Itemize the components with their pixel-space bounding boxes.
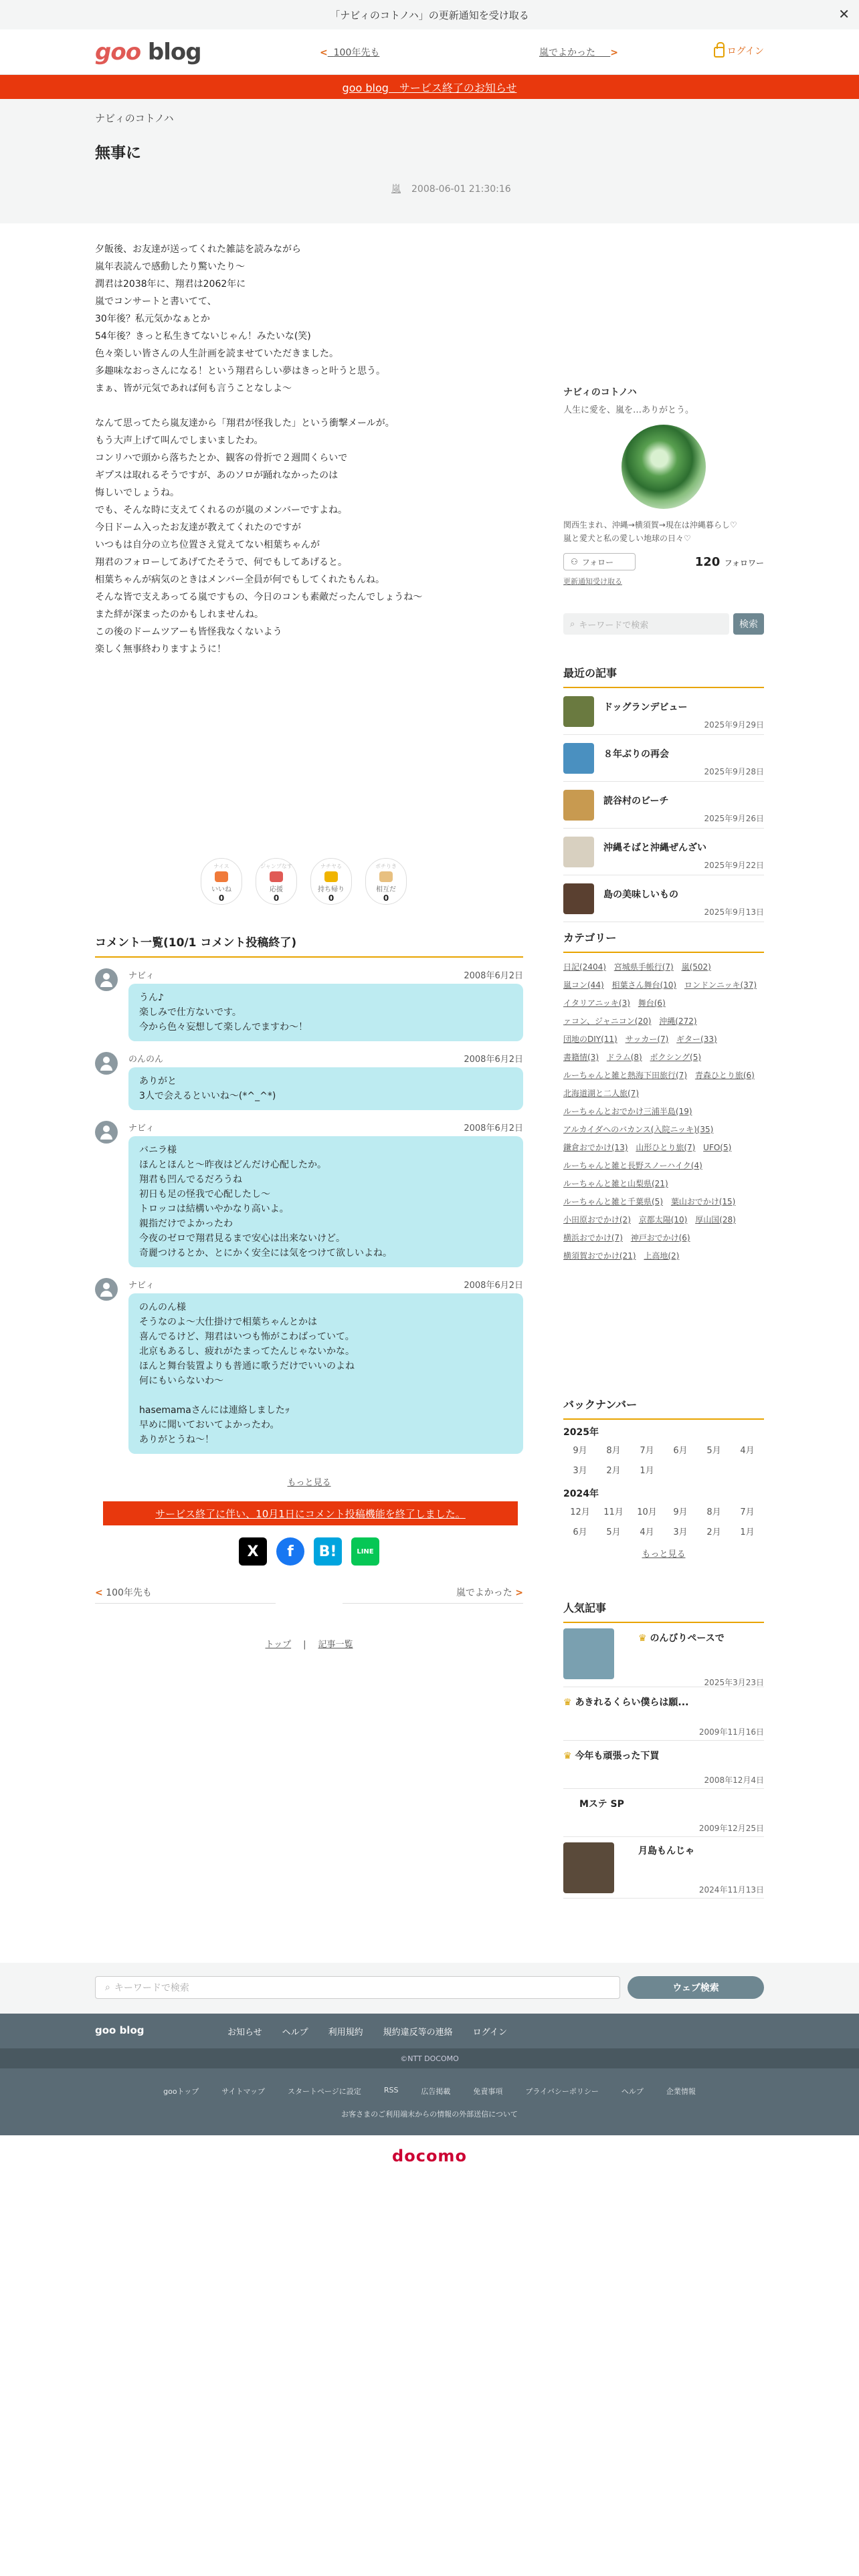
popular-post-title-text[interactable]: 月島もんじゃ bbox=[638, 1846, 694, 1856]
post-datetime: 2008-06-01 21:30:16 bbox=[411, 184, 511, 195]
footer-nav-link[interactable]: ログイン bbox=[472, 2028, 508, 2038]
category-link[interactable]: UFO(5) bbox=[703, 1143, 732, 1152]
category-link[interactable]: 北海道湖と二人旅(7) bbox=[563, 1089, 639, 1098]
comment-body: ありがと 3人で会えるといいね〜(*^_^*) bbox=[128, 1067, 523, 1110]
category-link[interactable]: サッカー(7) bbox=[625, 1035, 669, 1044]
popular-post-thumbnail[interactable] bbox=[563, 1628, 614, 1679]
reaction-count: 0 bbox=[273, 893, 280, 903]
recent-post-item[interactable] bbox=[563, 875, 764, 922]
popular-post-date: 2008年12月4日 bbox=[704, 1776, 764, 1785]
post-category[interactable]: 嵐 bbox=[391, 184, 401, 195]
bottom-search-bar bbox=[0, 1963, 859, 2014]
comment-item bbox=[95, 1121, 523, 1267]
comment-body: バニラ様 ほんとほんと〜昨夜はどんだけ心配したか。 翔君も凹んでるだろうね 初日も足の怪我で心配したし〜 トロッコは結構いやかなり高いよ。 親指だけでよかったわ 今夜のゼロで翔君見るまで安心は出来ないけど。 奇麗つけるとか、とにかく安全には気をつけて欲しいよね。 bbox=[128, 1136, 523, 1267]
backnumber-months bbox=[563, 1503, 764, 1543]
close-icon[interactable]: ✕ bbox=[838, 6, 850, 22]
backnumber-month-link[interactable]: 4月 bbox=[640, 1527, 654, 1537]
reaction-top-label: ナイス bbox=[213, 863, 229, 869]
popular-post-title[interactable] bbox=[638, 1631, 725, 1644]
post-title: 無事に bbox=[95, 144, 141, 162]
pager-next[interactable]: 嵐でよかった > bbox=[343, 1582, 523, 1604]
comment-date: 2008年6月2日 bbox=[464, 1281, 523, 1291]
profile-avatar[interactable] bbox=[622, 425, 706, 509]
category-link[interactable]: ギター(33) bbox=[676, 1035, 717, 1044]
category-link[interactable]: 神戸おでかけ(6) bbox=[630, 1233, 690, 1243]
chevron-right-icon: > bbox=[610, 47, 618, 58]
reaction-top-label: ポチりき bbox=[375, 863, 397, 869]
footer-link[interactable]: 免責事項 bbox=[473, 2087, 503, 2096]
popular-post-item[interactable] bbox=[563, 1623, 764, 1687]
chevron-right-icon: > bbox=[515, 1588, 523, 1598]
category-link[interactable]: ルーちゃんと雑と熱海下田旅行(7) bbox=[563, 1071, 687, 1080]
next-post-link[interactable]: 嵐でよかった > bbox=[539, 47, 618, 58]
comment-body: うん♪ 楽しみで仕方ないです。 今から色々妄想して楽しんでますわ〜！ bbox=[128, 984, 523, 1041]
web-search-button[interactable]: ウェブ検索 bbox=[628, 1976, 764, 1999]
chevron-left-icon: < bbox=[320, 47, 328, 58]
sidebar-search bbox=[563, 613, 764, 635]
category-link[interactable]: イタリアニッキ(3) bbox=[563, 998, 630, 1008]
recent-post-title[interactable]: ８年ぶりの再会 bbox=[603, 749, 669, 760]
post-title-area bbox=[0, 99, 859, 223]
backnumber-month-link[interactable]: 2月 bbox=[606, 1466, 621, 1476]
post-pager bbox=[95, 1582, 523, 1604]
recent-post-item[interactable] bbox=[563, 782, 764, 829]
comment-item bbox=[95, 1278, 523, 1454]
recent-post-item[interactable] bbox=[563, 688, 764, 735]
docomo-logo[interactable]: docomo bbox=[392, 2147, 467, 2165]
backnumber-month-link[interactable]: 8月 bbox=[706, 1507, 721, 1517]
comments-heading: コメント一覧(10/1 コメント投稿終了) bbox=[95, 933, 523, 958]
backnumber-month-link[interactable]: 4月 bbox=[740, 1446, 755, 1456]
popular-post-item[interactable] bbox=[563, 1687, 764, 1741]
backnumber-month-link[interactable]: 11月 bbox=[603, 1507, 624, 1517]
reaction-label: 応援 bbox=[270, 886, 283, 893]
category-link[interactable]: 嵐(502) bbox=[681, 962, 711, 972]
backnumber-month-link[interactable]: 1月 bbox=[640, 1466, 654, 1476]
site-footer bbox=[0, 2014, 859, 2048]
popular-post-date: 2024年11月13日 bbox=[698, 1885, 764, 1895]
recent-posts-title: 最近の記事 bbox=[563, 665, 764, 688]
comment-date: 2008年6月2日 bbox=[464, 1123, 523, 1134]
search-icon: ⌕ bbox=[570, 619, 575, 629]
comment-meta bbox=[128, 1278, 523, 1291]
category-link[interactable]: ルーちゃんと雑と山梨県(21) bbox=[563, 1179, 668, 1188]
article-list-link[interactable]: 記事一覧 bbox=[318, 1640, 353, 1650]
category-link[interactable]: 小田原おでかけ(2) bbox=[563, 1215, 631, 1224]
comment-date: 2008年6月2日 bbox=[464, 971, 523, 981]
recent-posts-widget bbox=[563, 665, 764, 922]
update-notice-bar[interactable] bbox=[0, 0, 859, 29]
backnumber-month-link[interactable]: 5月 bbox=[706, 1446, 721, 1456]
follower-count: 120 フォロワー bbox=[694, 554, 764, 569]
blog-name[interactable]: ナビィのコトノハ bbox=[95, 112, 174, 124]
popular-post-title[interactable] bbox=[563, 1695, 688, 1709]
crown-icon: ♛ bbox=[563, 1697, 575, 1708]
popular-post-title-text[interactable]: あきれるくらい僕らは願... bbox=[575, 1697, 689, 1708]
footer-link[interactable]: ヘルプ bbox=[621, 2087, 644, 2096]
post-foot-links: トップ | 記事一覧 bbox=[265, 1640, 353, 1650]
category-link[interactable]: ァコン、ジャニコン(20) bbox=[563, 1016, 652, 1026]
comment-item bbox=[95, 1052, 523, 1110]
popular-post-thumbnail[interactable] bbox=[563, 1842, 614, 1893]
backnumber-month-link[interactable]: 9月 bbox=[573, 1446, 587, 1456]
backnumber-month-link[interactable]: 6月 bbox=[673, 1446, 688, 1456]
recent-post-title[interactable]: ドッグランデビュー bbox=[603, 702, 688, 713]
backnumber-month-link[interactable]: 8月 bbox=[606, 1446, 621, 1456]
popular-post-title[interactable] bbox=[579, 1797, 624, 1810]
copyright: ©NTT DOCOMO bbox=[0, 2048, 859, 2068]
reaction-buttons bbox=[201, 858, 407, 905]
chevron-left-icon: < bbox=[95, 1588, 103, 1598]
category-link[interactable]: 嵐コン(44) bbox=[563, 980, 604, 990]
popular-post-title[interactable] bbox=[563, 1749, 659, 1762]
backnumber-more-link[interactable]: もっと見る bbox=[642, 1549, 686, 1560]
reaction-button[interactable] bbox=[256, 858, 297, 905]
popular-posts-title: 人気記事 bbox=[563, 1600, 764, 1623]
crown-icon: ♛ bbox=[563, 1751, 575, 1761]
avatar bbox=[95, 1052, 118, 1075]
popular-post-date: 2009年12月25日 bbox=[698, 1824, 764, 1833]
category-link[interactable]: 宮城県手帳行(7) bbox=[613, 962, 674, 972]
category-link[interactable]: 書籍情(3) bbox=[563, 1053, 599, 1062]
popular-post-title-text[interactable]: Mステ SP bbox=[579, 1799, 624, 1810]
avatar bbox=[95, 1278, 118, 1301]
x-icon[interactable]: X bbox=[239, 1537, 267, 1566]
footer-links-area bbox=[0, 2068, 859, 2135]
facebook-icon[interactable]: f bbox=[276, 1537, 304, 1566]
comment-meta bbox=[128, 1052, 523, 1065]
category-link[interactable]: 青森ひとり旅(6) bbox=[694, 1071, 755, 1080]
comment-item bbox=[95, 968, 523, 1041]
category-link[interactable]: 舞台(6) bbox=[638, 998, 666, 1008]
reaction-count: 0 bbox=[383, 893, 389, 903]
recent-post-title[interactable]: 読谷村のビーチ bbox=[603, 796, 669, 807]
recent-post-date: 2025年9月13日 bbox=[704, 907, 764, 917]
service-end-notice[interactable]: goo blog サービス終了のお知らせ bbox=[0, 75, 859, 99]
profile-desc: 人生に愛を、嵐を…ありがとう。 bbox=[563, 405, 694, 415]
category-link[interactable]: ルーちゃんと雑と長野スノーハイク(4) bbox=[563, 1161, 702, 1170]
backnumber-month-link[interactable]: 1月 bbox=[740, 1527, 755, 1537]
categories-title: カテゴリー bbox=[563, 930, 764, 953]
reaction-icon bbox=[324, 871, 338, 882]
footer-link[interactable]: 企業情報 bbox=[666, 2087, 696, 2096]
category-link[interactable]: 団地のDIY(11) bbox=[563, 1035, 617, 1044]
category-link[interactable]: ロンドンニッキ(37) bbox=[684, 980, 757, 990]
reaction-button[interactable] bbox=[310, 858, 352, 905]
follow-button[interactable]: ⚇ フォロー bbox=[563, 553, 636, 570]
comment-author: ナビィ bbox=[128, 1123, 155, 1134]
comment-meta bbox=[128, 1121, 523, 1134]
category-link[interactable]: ボクシング(5) bbox=[650, 1053, 702, 1062]
comment-date: 2008年6月2日 bbox=[464, 1055, 523, 1065]
category-link[interactable]: 山形ひとり旅(7) bbox=[636, 1143, 696, 1152]
footer-link[interactable]: スタートページに設定 bbox=[288, 2087, 361, 2096]
share-buttons bbox=[95, 1537, 523, 1566]
crown-icon: ♛ bbox=[638, 1633, 650, 1644]
profile-name[interactable]: ナビィのコトノハ bbox=[563, 387, 637, 398]
footer-logo[interactable]: goo blog bbox=[95, 2024, 145, 2036]
backnumber-month-link[interactable]: 7月 bbox=[740, 1507, 755, 1517]
recent-post-thumbnail[interactable] bbox=[563, 743, 594, 774]
footer-link[interactable]: gooトップ bbox=[163, 2087, 199, 2096]
reaction-button[interactable] bbox=[201, 858, 242, 905]
post-paragraph: 夕飯後、お友達が送ってくれた雑誌を読みながら 嵐年表読んで感動したり驚いたり〜 潤君は2038年に、翔君は2062年に 嵐でコンサートと書いてて、 30年後？私元気かなぁとか 54年後？きっと私生きてないじゃん！みたいな(笑) 色々楽しい皆さんの人生計画を読ませていただきました。 多趣味なおっさんになる！という翔君らしい夢はきっと叶うと思う。 まぁ、皆が元気であれば何も言うことなしよ〜 bbox=[95, 244, 385, 394]
backnumber-month-link[interactable]: 9月 bbox=[673, 1507, 688, 1517]
recent-post-date: 2025年9月29日 bbox=[704, 720, 764, 730]
popular-post-title-text[interactable]: 今年も頑張った下買 bbox=[575, 1751, 660, 1761]
category-link[interactable]: ドラム(8) bbox=[606, 1053, 642, 1062]
popular-post-date: 2025年3月23日 bbox=[704, 1678, 764, 1687]
update-notice-text[interactable]: 「ナビィのコトノハ」の更新通知を受け取る bbox=[330, 9, 529, 21]
backnumber-month-link[interactable]: 3月 bbox=[673, 1527, 688, 1537]
recent-post-date: 2025年9月28日 bbox=[704, 767, 764, 776]
prev-post-link[interactable]: < 100年先も bbox=[320, 47, 380, 58]
backnumber-month-link[interactable]: 3月 bbox=[573, 1466, 587, 1476]
popular-post-item[interactable] bbox=[563, 1789, 764, 1837]
recent-post-thumbnail[interactable] bbox=[563, 790, 594, 821]
backnumber-year: 2024年 bbox=[563, 1489, 599, 1499]
post-paragraph: なんて思ってたら嵐友達から「翔君が怪我した」という衝撃メールが。 もう大声上げて叫んでしまいましたわ。 コンリハで頭から落ちたとか、観客の骨折で２週間くらいで ギプスは取れるそうですが、あのソロが踊れなかったのは 悔しいでしょうね。 でも、そんな時に支えてくれるのが嵐のメンバーですよね。 今日ドーム入ったお友達が教えてくれたのですが いつもは自分の立ち位置さえ覚えてない相葉ちゃんが 翔君のフォローしてあげてたそうで、何でもしてあげると。 相葉ちゃんが病気のときはメンバー全員が何でもしてくれたもんね。 そんな皆で支えあってる嵐ですもの、今日のコンも素敵だったんでしょうね〜 また絆が深まったのかもしれませんね。 この後のドームツアーも皆怪我なくないよう 楽しく無事終わりますように！ bbox=[95, 418, 423, 655]
search-icon: ⌕ bbox=[105, 1982, 110, 1993]
update-notify-link[interactable]: 更新通知受け取る bbox=[563, 577, 622, 586]
footer-link[interactable]: 広告掲載 bbox=[421, 2087, 451, 2096]
reaction-icon bbox=[270, 871, 283, 882]
backnumber-month-link[interactable]: 5月 bbox=[606, 1527, 621, 1537]
site-header bbox=[0, 29, 859, 75]
reaction-label: 持ち帰り bbox=[318, 886, 345, 893]
sidebar-search-input[interactable]: ⌕ キーワードで検索 bbox=[563, 613, 729, 635]
footer-link[interactable]: プライバシーポリシー bbox=[525, 2087, 599, 2096]
reaction-icon bbox=[379, 871, 393, 882]
recent-post-thumbnail[interactable] bbox=[563, 696, 594, 727]
popular-posts-widget bbox=[563, 1600, 764, 1899]
category-link[interactable]: 横須賀おでかけ(21) bbox=[563, 1251, 636, 1261]
comment-author: のんのん bbox=[128, 1055, 164, 1065]
popular-post-title-text[interactable]: のんびりペースで bbox=[650, 1633, 725, 1644]
backnumber-year: 2025年 bbox=[563, 1427, 599, 1438]
comment-end-banner[interactable]: サービス終了に伴い、10月1日にコメント投稿機能を終了しました。 bbox=[103, 1501, 518, 1525]
line-icon[interactable]: LINE bbox=[351, 1537, 379, 1566]
recent-post-item[interactable] bbox=[563, 735, 764, 782]
backnumber-title: バックナンバー bbox=[563, 1396, 764, 1420]
top-link[interactable]: トップ bbox=[265, 1640, 292, 1650]
comments-more-link[interactable]: もっと見る bbox=[287, 1478, 331, 1488]
reaction-label: 相互だ bbox=[376, 886, 396, 893]
profile-widget bbox=[563, 385, 764, 586]
comment-meta bbox=[128, 968, 523, 981]
comment-author: ナビィ bbox=[128, 1281, 155, 1291]
category-link[interactable]: 厚山国(28) bbox=[695, 1215, 736, 1224]
reaction-top-label: ナチヤる bbox=[320, 863, 342, 869]
categories-widget bbox=[563, 930, 764, 1265]
backnumber-month-link[interactable]: 2月 bbox=[706, 1527, 721, 1537]
category-link[interactable]: 相葉さん舞台(10) bbox=[611, 980, 677, 990]
comment-body: のんのん様 そうなのよ〜大仕掛けで相葉ちゃんとかは 喜んでるけど、翔君はいつも怖がこわばっていて。 北京もあるし、疲れがたまってたんじゃないかな。 ほんと舞台装置よりも普通に歌うだけでいいのよね 何にもいらないわ〜 hasemamaさんには連絡しましたｯ 早めに聞いておいてよかったわ。 ありがとうね〜！ bbox=[128, 1293, 523, 1454]
popular-post-item[interactable] bbox=[563, 1837, 764, 1899]
goo-blog-logo[interactable]: goo blog bbox=[95, 39, 201, 66]
web-search-input[interactable]: ⌕ キーワードで検索 bbox=[95, 1976, 620, 1999]
footer-nav-link[interactable]: お知らせ bbox=[227, 2028, 262, 2038]
reaction-label: いいね bbox=[211, 886, 231, 893]
backnumber-month-link[interactable]: 12月 bbox=[570, 1507, 590, 1517]
popular-post-title[interactable] bbox=[638, 1844, 694, 1857]
footer-nav-link[interactable]: 規約違反等の連絡 bbox=[383, 2028, 453, 2038]
popular-post-item[interactable] bbox=[563, 1741, 764, 1789]
recent-post-thumbnail[interactable] bbox=[563, 837, 594, 867]
footer-nav bbox=[227, 2025, 507, 2038]
category-link[interactable]: 葉山おでかけ(15) bbox=[670, 1197, 736, 1206]
backnumber-month-link[interactable]: 6月 bbox=[573, 1527, 587, 1537]
backnumber-month-link[interactable]: 7月 bbox=[640, 1446, 654, 1456]
external-transmission-link[interactable]: お客さまのご利用端末からの情報の外部送信について bbox=[341, 2110, 518, 2119]
recent-post-thumbnail[interactable] bbox=[563, 883, 594, 914]
sidebar-search-button[interactable]: 検索 bbox=[733, 613, 764, 635]
category-link[interactable]: 横浜おでかけ(7) bbox=[563, 1233, 623, 1243]
reaction-top-label: ジャンプなす bbox=[260, 863, 292, 869]
reaction-button[interactable] bbox=[365, 858, 407, 905]
post-meta bbox=[391, 182, 511, 195]
category-link[interactable]: 鎌倉おでかけ(13) bbox=[563, 1143, 628, 1152]
recent-post-item[interactable] bbox=[563, 829, 764, 875]
recent-post-date: 2025年9月26日 bbox=[704, 814, 764, 823]
category-link[interactable]: 日記(2404) bbox=[563, 962, 606, 972]
category-link[interactable]: 上高地(2) bbox=[644, 1251, 680, 1261]
user-icon: ⚇ bbox=[571, 557, 578, 566]
login-link[interactable]: ログイン bbox=[714, 44, 764, 58]
backnumber-widget bbox=[563, 1396, 764, 1560]
category-link[interactable]: 沖縄(272) bbox=[659, 1016, 697, 1026]
avatar bbox=[95, 968, 118, 991]
comment-author: ナビィ bbox=[128, 971, 155, 981]
post-body bbox=[95, 241, 523, 658]
comments-section bbox=[95, 933, 523, 1650]
recent-post-title[interactable]: 沖縄そばと沖縄ぜんざい bbox=[603, 843, 706, 853]
profile-bio: 関西生まれ、沖縄→横須賀→現在は沖縄暮らし♡ 嵐と愛犬と私の愛しい地球の日々♡ bbox=[563, 520, 737, 543]
popular-post-date: 2009年11月16日 bbox=[698, 1727, 764, 1737]
backnumber-months bbox=[563, 1441, 764, 1481]
category-link[interactable]: ルーちゃんとおでかけ三浦半島(19) bbox=[563, 1107, 692, 1116]
category-link[interactable]: 京都太陽(10) bbox=[638, 1215, 688, 1224]
pager-prev[interactable]: < 100年先も bbox=[95, 1582, 276, 1604]
category-link[interactable]: ルーちゃんと雑と千葉県(5) bbox=[563, 1197, 663, 1206]
backnumber-month-link[interactable]: 10月 bbox=[637, 1507, 657, 1517]
category-link[interactable]: アルカイダへのバカンス(入院ニッキ)(35) bbox=[563, 1125, 714, 1134]
footer-link[interactable]: RSS bbox=[383, 2086, 399, 2095]
reaction-icon bbox=[215, 871, 228, 882]
footer-nav-link[interactable]: 利用規約 bbox=[328, 2028, 363, 2038]
recent-post-date: 2025年9月22日 bbox=[704, 861, 764, 870]
footer-link[interactable]: サイトマップ bbox=[221, 2087, 266, 2096]
reaction-count: 0 bbox=[218, 893, 225, 903]
hatena-icon[interactable]: B! bbox=[314, 1537, 342, 1566]
footer-nav-link[interactable]: ヘルプ bbox=[282, 2028, 308, 2038]
recent-post-title[interactable]: 島の美味しいもの bbox=[603, 889, 678, 900]
reaction-count: 0 bbox=[328, 893, 335, 903]
lock-icon bbox=[714, 47, 725, 58]
avatar bbox=[95, 1121, 118, 1144]
